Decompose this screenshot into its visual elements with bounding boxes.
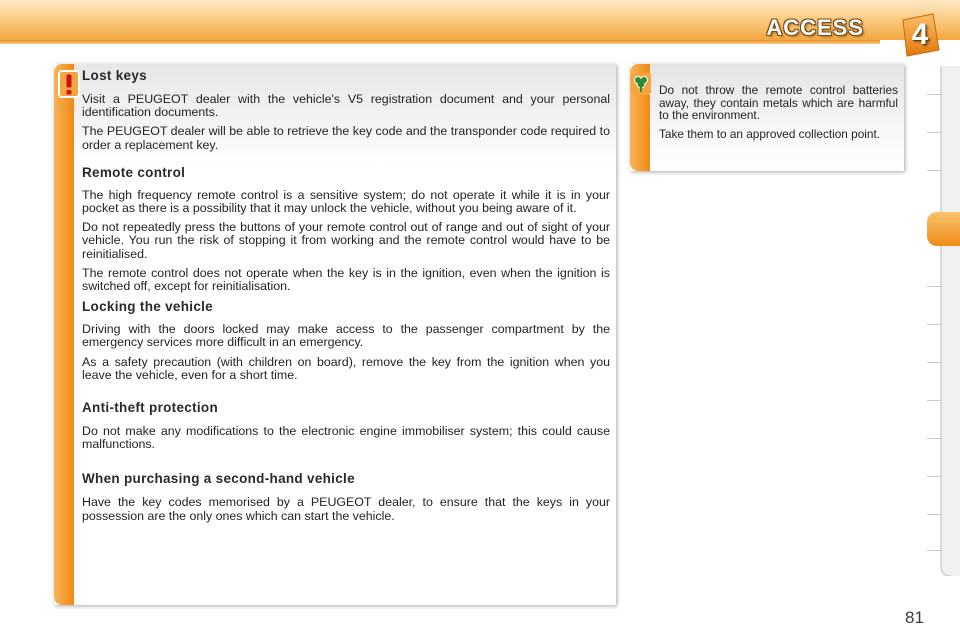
section-paragraph: Driving with the doors locked may make access to the passenger compartment by the emergency services more difficult in an emergency.: [82, 322, 610, 350]
section-second-hand: [82, 470, 610, 522]
section-locking: [82, 298, 610, 382]
section-heading: When purchasing a second-hand vehicle: [82, 471, 355, 487]
chapter-badge: [897, 12, 943, 58]
section-paragraph: The PEUGEOT dealer will be able to retrieve the key code and the transponder code required to order a replacement key.: [82, 124, 610, 152]
chapter-tab-active[interactable]: [927, 212, 960, 246]
header-underline: [0, 40, 880, 44]
section-paragraph: Visit a PEUGEOT dealer with the vehicle's V5 registration document and your personal identification documents.: [82, 92, 610, 120]
section-paragraph: Have the key codes memorised by a PEUGEOT dealer, to ensure that the keys in your possession are the only ones which can start the vehicle.: [82, 495, 610, 523]
chapter-tab[interactable]: [927, 550, 941, 551]
tip-paragraph: Do not throw the remote control batteries away, they contain metals which are harmful to the environment.: [659, 83, 898, 123]
section-paragraph: Do not make any modifications to the electronic engine immobiliser system; this could cause malfunctions.: [82, 424, 610, 452]
tree-icon: [630, 72, 652, 96]
section-anti-theft: [82, 399, 610, 451]
chapter-tab[interactable]: [927, 94, 941, 95]
chapter-tab[interactable]: [927, 286, 941, 287]
chapter-tab[interactable]: [927, 438, 941, 439]
chapter-tab[interactable]: [927, 132, 941, 133]
section-paragraph: The remote control does not operate when the key is in the ignition, even when the ignition is switched off, except for reinitialisation.: [82, 265, 610, 294]
section-paragraph: Do not repeatedly press the buttons of your remote control out of range and out of sight of your vehicle. You run the risk of stopping it from working and the remote control would have to be reinitialised.: [82, 220, 610, 261]
chapter-tab[interactable]: [927, 514, 941, 515]
tip-paragraph: Take them to an approved collection point.: [659, 126, 881, 141]
section-paragraph: The high frequency remote control is a sensitive system; do not operate it while it is in your pocket as there is a possibility that it may unlock the vehicle, without you being aware of it.: [82, 187, 610, 216]
page-header: [0, 0, 960, 58]
section-heading: Anti-theft protection: [82, 400, 219, 416]
page-number: 81: [905, 608, 924, 627]
exclamation-warning-icon: [58, 70, 80, 98]
chapter-title: ACCESS: [766, 15, 864, 40]
section-heading: Remote control: [82, 164, 186, 180]
section-heading: Lost keys: [82, 68, 147, 83]
chapter-number: 4: [911, 18, 929, 51]
chapter-tab[interactable]: [927, 362, 941, 363]
chapter-tab[interactable]: [927, 324, 941, 325]
main-content: [82, 67, 610, 523]
section-paragraph: As a safety precaution (with children on board), remove the key from the ignition when you leave the vehicle, even for a short time.: [82, 354, 610, 382]
chapter-tab[interactable]: [927, 400, 941, 401]
panel-accent-stripe: [54, 64, 74, 605]
section-lost-keys: [82, 67, 610, 152]
section-heading: Locking the vehicle: [82, 299, 213, 315]
chapter-tab-rail: [927, 66, 960, 576]
tip-content: [659, 84, 898, 140]
chapter-tab[interactable]: [927, 170, 941, 171]
chapter-tab[interactable]: [927, 476, 941, 477]
section-remote-control: [82, 164, 610, 293]
